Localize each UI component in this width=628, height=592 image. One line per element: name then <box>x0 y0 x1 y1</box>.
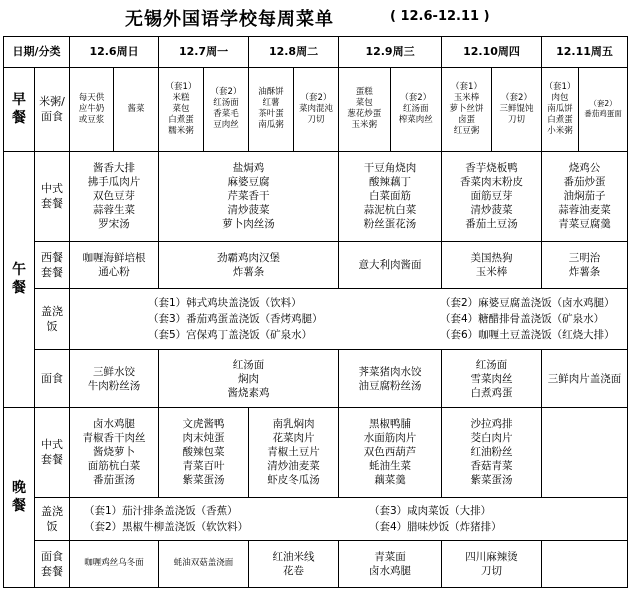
dish: 蚝油双菇盖浇面 <box>173 558 234 569</box>
dish: 清炒菠菜 <box>470 204 513 217</box>
dinner-noodle-tue <box>249 540 339 587</box>
dinner-chinese-fri <box>542 407 628 497</box>
category-text: 西餐 <box>41 250 63 264</box>
day-header: 12.11周五 <box>542 37 628 68</box>
rice-set-row <box>76 519 627 535</box>
dish: 蒜泥杭白菜 <box>363 204 417 217</box>
dish: 红油粉丝 <box>470 446 513 459</box>
dish: 双色西葫芦 <box>363 446 417 459</box>
dish: 香芋烧板鸭 <box>465 162 518 175</box>
dish: 菜包 <box>355 98 373 109</box>
dish: 红汤面 <box>213 98 239 109</box>
dish: 双色豆芽 <box>93 190 135 203</box>
lunch-chinese-wed <box>339 151 442 241</box>
rice-set-row <box>76 503 627 519</box>
dish: 白煮鸡蛋 <box>470 386 513 399</box>
header-row <box>4 37 628 68</box>
rice-set: （套2）麻婆豆腐盖浇饭（卤水鸡腿） <box>440 297 615 310</box>
dish: 白煮蛋 <box>168 114 194 125</box>
dish: 烧鸡公 <box>568 162 601 175</box>
dish: 酱烧素鸡 <box>227 386 270 399</box>
dish: 紫菜蛋汤 <box>470 474 513 487</box>
dinner-noodle-sun <box>70 540 159 587</box>
dish: 沙拉鸡排 <box>470 418 513 431</box>
lunch-western-thu <box>442 241 542 288</box>
dish: 肉末炖蛋 <box>182 432 225 445</box>
dish: 蒜蓉油麦菜 <box>558 204 611 217</box>
dish: （套2） <box>210 87 242 98</box>
dish: 咖喱鸡丝乌冬面 <box>84 558 144 569</box>
dish: （套1） <box>544 81 576 92</box>
dish: 雪菜肉丝 <box>470 372 513 385</box>
dish: 刀切 <box>307 114 325 125</box>
dish: 三明治 <box>568 251 601 264</box>
dish: 拂手瓜肉片 <box>87 176 141 189</box>
dish: 油酥饼 <box>258 87 284 98</box>
dinner-noodle-mon <box>159 540 249 587</box>
dish: 每天供 <box>78 92 105 103</box>
category-text: 中式 <box>41 438 63 452</box>
dish: 香菜毛 <box>213 109 239 120</box>
category-label <box>35 540 70 587</box>
category-label <box>35 241 70 288</box>
meal-label-breakfast <box>4 67 35 151</box>
category-label <box>35 151 70 241</box>
dish: 红豆粥 <box>453 125 480 136</box>
dish: 蚝油生菜 <box>369 460 412 473</box>
dish: 荠菜猪肉水饺 <box>358 365 422 378</box>
dish: 番茄土豆汤 <box>465 218 518 231</box>
breakfast-thu <box>442 67 542 151</box>
dish: 榨菜肉丝 <box>398 114 433 125</box>
dinner-noodle-wed <box>339 540 442 587</box>
breakfast-wed <box>339 67 442 151</box>
lunch-noodle-fri <box>542 350 628 407</box>
dish: 香菇青菜 <box>470 460 513 473</box>
lunch-chinese-fri <box>542 151 628 241</box>
meal-char: 午 餐 <box>12 262 26 297</box>
dish: 茶叶蛋 <box>258 109 284 120</box>
dinner-noodle-row <box>4 540 628 587</box>
lunch-western-row <box>4 241 628 288</box>
dish: 南瓜粥 <box>258 120 284 131</box>
dish: 葱花炒蛋 <box>347 109 382 120</box>
rice-set: （套1）韩式鸡块盖浇饭（饮料） <box>148 297 302 310</box>
dish: 清炒油麦菜 <box>267 460 320 473</box>
dish: 刀切 <box>481 564 503 577</box>
dinner-noodle-fri <box>542 540 628 587</box>
dish: 面筋杭白菜 <box>87 460 141 473</box>
day-header: 12.9周三 <box>339 37 442 68</box>
dish: 四川麻辣烫 <box>465 550 518 563</box>
dish: 盐焗鸡 <box>232 162 265 175</box>
breakfast-sun-note <box>70 67 114 151</box>
dish: 玉米棒 <box>453 92 480 103</box>
category-text: 套餐 <box>41 265 63 279</box>
dish: 玉米粥 <box>351 120 378 131</box>
dish: 美国热狗 <box>470 251 513 264</box>
dish: （套2） <box>501 92 532 103</box>
dish: 青椒土豆片 <box>267 446 320 459</box>
dish: 酱香大排 <box>93 162 135 175</box>
lunch-chinese-thu <box>442 151 542 241</box>
lunch-noodle-wed <box>339 350 442 407</box>
dish: 茭白肉片 <box>470 432 513 445</box>
rice-set-row <box>76 311 627 327</box>
lunch-western-wed <box>339 241 442 288</box>
dish: 意大利肉酱面 <box>358 258 422 271</box>
dish: 三鲜馄饨 <box>499 103 534 114</box>
dinner-noodle-thu <box>442 540 542 587</box>
dish: 面筋豆芽 <box>470 190 513 203</box>
dinner-chinese-tue <box>249 407 339 497</box>
dish: 虾皮冬瓜汤 <box>267 474 320 487</box>
lunch-western-fri <box>542 241 628 288</box>
dish: 萝卜丝饼 <box>449 103 484 114</box>
dish: 红汤面 <box>403 103 429 114</box>
category-text: 中式 <box>41 182 63 196</box>
category-text: 套餐 <box>41 453 63 467</box>
category-text: 米粥/ <box>39 95 65 109</box>
dish: 白煮蛋 <box>547 114 573 125</box>
dish: 肉包 <box>551 92 569 103</box>
dish: 黑椒鸭脯 <box>369 418 412 431</box>
category-text: 盖浇 <box>41 504 63 518</box>
dish: 白菜面筋 <box>369 190 412 203</box>
menu-title: 无锡外国语学校每周菜单 <box>125 9 334 30</box>
dinner-chinese-mon <box>159 407 249 497</box>
date-range: ( 12.6-12.11 ) <box>390 9 490 24</box>
lunch-chinese-mon-tue <box>159 151 339 241</box>
dish: 酸辣藕丁 <box>369 176 412 189</box>
dish: 炸薯条 <box>568 265 601 278</box>
lunch-noodle-row <box>4 350 628 407</box>
dish: 花菜肉片 <box>272 432 315 445</box>
dish: 青菜豆腐羹 <box>558 218 611 231</box>
rice-set: （套3）咸肉菜饭（大排） <box>369 504 492 517</box>
dish: 番茄鸡蛋面 <box>584 109 622 119</box>
rice-set-row <box>76 327 627 343</box>
category-text: 套餐 <box>41 564 63 578</box>
corner-header: 日期/分类 <box>4 37 70 68</box>
rice-set: （套4）糖醋排骨盖浇饭（矿泉水） <box>440 313 605 326</box>
lunch-rice-row <box>4 288 628 349</box>
category-label <box>35 407 70 497</box>
category-text: 饭 <box>46 320 58 334</box>
dinner-chinese-wed <box>339 407 442 497</box>
dish: 菜包 <box>172 103 190 114</box>
category-text: 面食 <box>41 110 63 124</box>
dish: 南乳焖肉 <box>272 418 315 431</box>
dish: 水面筋肉片 <box>363 432 417 445</box>
dish: 应牛奶 <box>78 103 105 114</box>
dish: 香菜肉末粉皮 <box>460 176 524 189</box>
dish: 粉丝蛋花汤 <box>363 218 417 231</box>
meal-char: 晚 餐 <box>12 480 26 515</box>
dish: 通心粉 <box>98 265 130 278</box>
dish: 蒜蓉生菜 <box>93 204 135 217</box>
lunch-noodle-thu <box>442 350 542 407</box>
lunch-chinese-sun <box>70 151 159 241</box>
dish: 牛肉粉丝汤 <box>87 379 141 392</box>
category-label <box>35 350 70 407</box>
day-header: 12.6周日 <box>70 37 159 68</box>
rice-set: （套5）宫保鸡丁盖浇饭（矿泉水） <box>148 329 313 342</box>
category-text: 盖浇 <box>41 305 63 319</box>
category-text: 面食 <box>41 549 63 563</box>
rice-set: （套3）番茄鸡蛋盖浇饭（香烤鸡腿） <box>148 313 323 326</box>
lunch-rice-sets <box>70 288 628 349</box>
dish: 清炒菠菜 <box>227 204 270 217</box>
dinner-rice-row <box>4 497 628 540</box>
dish: 豆肉丝 <box>213 120 239 131</box>
dish: （套1） <box>165 81 197 92</box>
dish: 米糕 <box>172 92 190 103</box>
dish: 玉米棒 <box>475 265 508 278</box>
dish: （套2） <box>300 92 332 103</box>
meal-label-dinner <box>4 407 35 587</box>
breakfast-tue <box>249 67 339 151</box>
rice-set-row <box>76 295 627 311</box>
dish: 卤蛋 <box>458 114 476 125</box>
dish: 藕菜羹 <box>374 474 406 487</box>
rice-set: （套2）黑椒牛柳盖浇饭（软饮料） <box>84 520 249 533</box>
breakfast-mon <box>159 67 249 151</box>
dish: 红汤面 <box>475 358 508 371</box>
dish: 蛋糕 <box>355 87 373 98</box>
weekly-menu-table <box>3 36 628 588</box>
dish: 花卷 <box>283 564 305 577</box>
rice-set: （套4）腊味炒饭（炸猪排） <box>369 520 502 533</box>
category-text: 套餐 <box>41 197 63 211</box>
lunch-western-sun <box>70 241 159 288</box>
dish: 麻婆豆腐 <box>227 176 270 189</box>
dish: 炸薯条 <box>232 265 265 278</box>
category-label <box>35 67 70 151</box>
day-header: 12.10周四 <box>442 37 542 68</box>
meal-char: 早 餐 <box>12 92 26 127</box>
dinner-chinese-row <box>4 407 628 497</box>
dish: （套2） <box>400 92 432 103</box>
dish: 酱菜 <box>127 103 145 114</box>
dish: 青菜面 <box>374 550 406 563</box>
dinner-rice-sets <box>70 497 628 540</box>
meal-label-lunch <box>4 151 35 407</box>
dish: （套2） <box>589 99 617 109</box>
breakfast-sun-pickles <box>114 67 159 151</box>
breakfast-fri <box>542 67 628 151</box>
dish: 酱烧萝卜 <box>93 446 135 459</box>
dish: 三鲜肉片盖浇面 <box>547 372 622 385</box>
breakfast-row <box>4 67 628 151</box>
day-header: 12.8周二 <box>249 37 339 68</box>
rice-set: （套6）咖喱土豆盖浇饭（红烧大排） <box>440 329 615 342</box>
dish: 南瓜饼 <box>547 103 573 114</box>
dish: 劲霸鸡肉汉堡 <box>217 251 281 264</box>
dish: 红薯 <box>262 98 280 109</box>
dish: 红汤面 <box>232 358 265 371</box>
lunch-chinese-row <box>4 151 628 241</box>
dish: （套1） <box>451 81 482 92</box>
dish: 菜肉混沌 <box>299 103 334 114</box>
dish: 卤水鸡腿 <box>369 564 412 577</box>
lunch-noodle-mon-tue <box>159 350 339 407</box>
dish: 油豆腐粉丝汤 <box>358 379 422 392</box>
dish: 干豆角烧肉 <box>363 162 417 175</box>
dish: 糯米粥 <box>168 125 194 136</box>
rice-set: （套1）茄汁排条盖浇饭（香蕉） <box>84 504 238 517</box>
menu-header <box>0 0 600 36</box>
dish: 芹菜香干 <box>227 190 270 203</box>
dish: 卤水鸡腿 <box>93 418 135 431</box>
dish: 咖喱海鲜培根 <box>82 251 146 264</box>
dinner-chinese-sun <box>70 407 159 497</box>
category-label <box>35 288 70 349</box>
dish: 或豆浆 <box>78 114 105 125</box>
lunch-western-mon-tue <box>159 241 339 288</box>
day-header: 12.7周一 <box>159 37 249 68</box>
category-text: 饭 <box>46 519 58 533</box>
dish: 番茄炒蛋 <box>563 176 606 189</box>
dinner-chinese-thu <box>442 407 542 497</box>
dish: 青椒香干肉丝 <box>82 432 146 445</box>
dish: 刀切 <box>508 114 526 125</box>
category-text: 面食 <box>41 372 63 386</box>
dish: 三鲜水饺 <box>93 365 135 378</box>
dish: 小米粥 <box>547 125 573 136</box>
dish: 焖肉 <box>238 372 260 385</box>
lunch-noodle-sun <box>70 350 159 407</box>
dish: 番茄蛋汤 <box>93 474 135 487</box>
dish: 酸辣包菜 <box>182 446 225 459</box>
dish: 萝卜肉丝汤 <box>222 218 275 231</box>
dish: 罗宋汤 <box>98 218 130 231</box>
dish: 紫菜蛋汤 <box>182 474 225 487</box>
dish: 青菜百叶 <box>182 460 225 473</box>
category-label <box>35 497 70 540</box>
dish: 文虎酱鸭 <box>182 418 225 431</box>
dish: 油焖茄子 <box>563 190 606 203</box>
dish: 红油米线 <box>272 550 315 563</box>
